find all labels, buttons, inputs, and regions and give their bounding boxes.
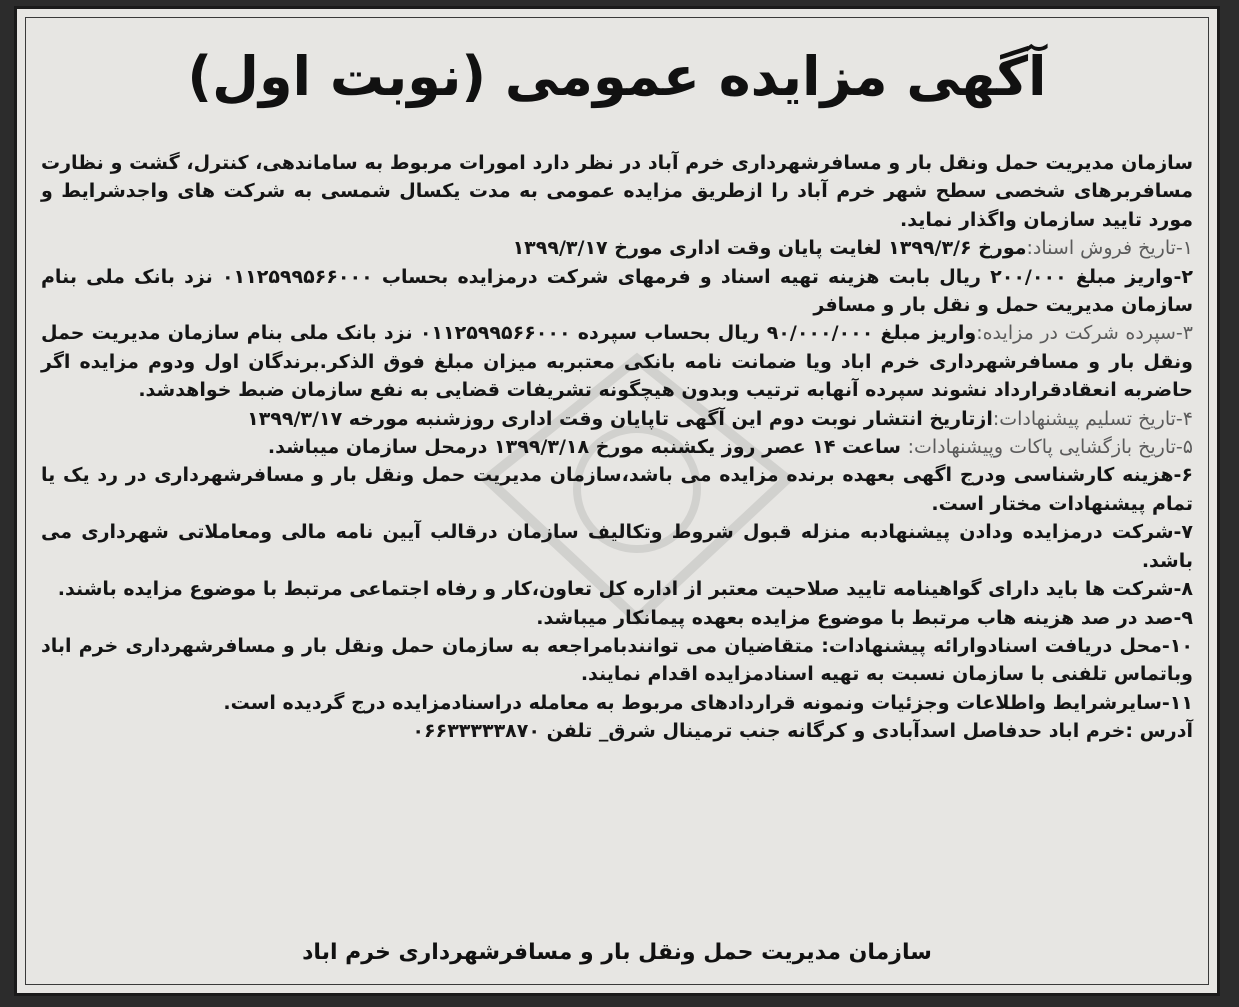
- item-text: ۱۰-محل دریافت اسنادوارائه پیشنهادات: متقاضیان می توانندبامراجعه به سازمان حمل ونقل بار و مسافرشهرداری خرم اباد وباتماس تلفنی با سازمان نسبت به تهیه اسنادمزایده اقدام نمایند.: [41, 634, 1193, 686]
- item-label: ۴-تاریخ تسلیم پیشنهادات:: [992, 407, 1193, 430]
- item-label: ۱-تاریخ فروش اسناد:: [1026, 237, 1193, 260]
- item-text: آدرس :خرم اباد حدفاصل اسدآبادی و کرگانه جنب ترمینال شرق_ تلفن ۰۶۶۳۳۳۳۳۸۷۰: [412, 720, 1193, 743]
- item-text: ساعت ۱۴ عصر روز یکشنبه مورخ ۱۳۹۹/۳/۱۸ درمحل سازمان میباشد.: [267, 436, 908, 459]
- list-item: [41, 689, 1193, 717]
- list-item: [41, 405, 1193, 433]
- list-item: [41, 461, 1193, 518]
- item-text: ۱۱-سایرشرایط واطلاعات وجزئیات ونمونه قراردادهای مربوط به معامله دراسنادمزایده درج گردیده است.: [223, 691, 1193, 714]
- list-item: [41, 433, 1193, 461]
- item-label: ۵-تاریخ بازگشایی پاکات وپیشنهادات:: [907, 436, 1193, 459]
- item-text: ۸-شرکت ها باید دارای گواهینامه تایید صلاحیت معتبر از اداره کل تعاون،کار و رفاه اجتماعی مرتبط با موضوع مزایده باشند.: [57, 578, 1193, 601]
- intro-paragraph: سازمان مدیریت حمل ونقل بار و مسافرشهرداری خرم آباد در نظر دارد امورات مربوط به ساماندهی، کنترل، گشت و نظارت مسافربرهای شخصی سطح شهر خرم آباد را ازطریق مزایده عمومی به مدت یکسال شمسی به شرکت های واجدشرایط و مورد تایید سازمان واگذار نماید.: [41, 152, 1193, 231]
- list-item: [41, 604, 1193, 632]
- ad-body: [41, 149, 1193, 746]
- list-item: [41, 234, 1193, 262]
- item-text: ۶-هزینه کارشناسی ودرج اگهی بعهده برنده مزایده می باشد،سازمان مدیریت حمل ونقل بار و مسافرشهرداری در رد یک یا تمام پیشنهادات مختار است.: [41, 464, 1193, 515]
- item-text: مورخ ۱۳۹۹/۳/۶ لغایت پایان وقت اداری مورخ ۱۳۹۹/۳/۱۷: [512, 237, 1027, 260]
- list-item: [41, 717, 1193, 745]
- list-item: [41, 518, 1193, 575]
- item-label: ۳-سپرده شرکت در مزایده:: [976, 322, 1193, 345]
- item-text: ۹-صد در صد هزینه هاب مرتبط با موضوع مزایده بعهده پیمانکار میباشد.: [536, 606, 1193, 629]
- item-text: ۷-شرکت درمزایده ودادن پیشنهادبه منزله قبول شروط وتکالیف سازمان درقالب آیین نامه مالی ومعاملاتی شهرداری می باشد.: [41, 521, 1193, 572]
- list-item: [41, 263, 1193, 320]
- list-item: [41, 575, 1193, 603]
- list-item: [41, 319, 1193, 404]
- item-text: واریز مبلغ ۹۰/۰۰۰/۰۰۰ ریال بحساب سپرده ۰۱۱۲۵۹۹۵۶۶۰۰۰ نزد بانک ملی بنام سازمان مدیریت حمل ونقل بار و مسافرشهرداری خرم اباد ویا ضمانت نامه بانکی معتبربه میزان مبلغ فوق الذکر.برندگان اول ودوم مزایده اگر حاضربه انعقادقرارداد نشوند سپرده آنهابه ترتیب وبدون هیچگونه تشریفات قضایی به نفع سازمان ضبط خواهدشد.: [41, 322, 1193, 402]
- ad-title: آگهی مزایده عمومی (نوبت اول): [187, 45, 1047, 108]
- issuer-signature: سازمان مدیریت حمل ونقل بار و مسافرشهرداری خرم اباد: [302, 940, 932, 965]
- item-text: ۲-واریز مبلغ ۲۰۰/۰۰۰ ریال بابت هزینه تهیه اسناد و فرمهای شرکت درمزایده بحساب ۰۱۱۲۵۹۹۵۶۶۰۰۰ نزد بانک ملی بنام سازمان مدیریت حمل و نقل بار و مسافر: [41, 265, 1193, 317]
- item-text: ازتاریخ انتشار نوبت دوم این آگهی تاپایان وقت اداری روزشنبه مورخه ۱۳۹۹/۳/۱۷: [247, 407, 993, 430]
- newspaper-ad: [14, 6, 1220, 996]
- items-list: [41, 234, 1193, 745]
- list-item: [41, 632, 1193, 689]
